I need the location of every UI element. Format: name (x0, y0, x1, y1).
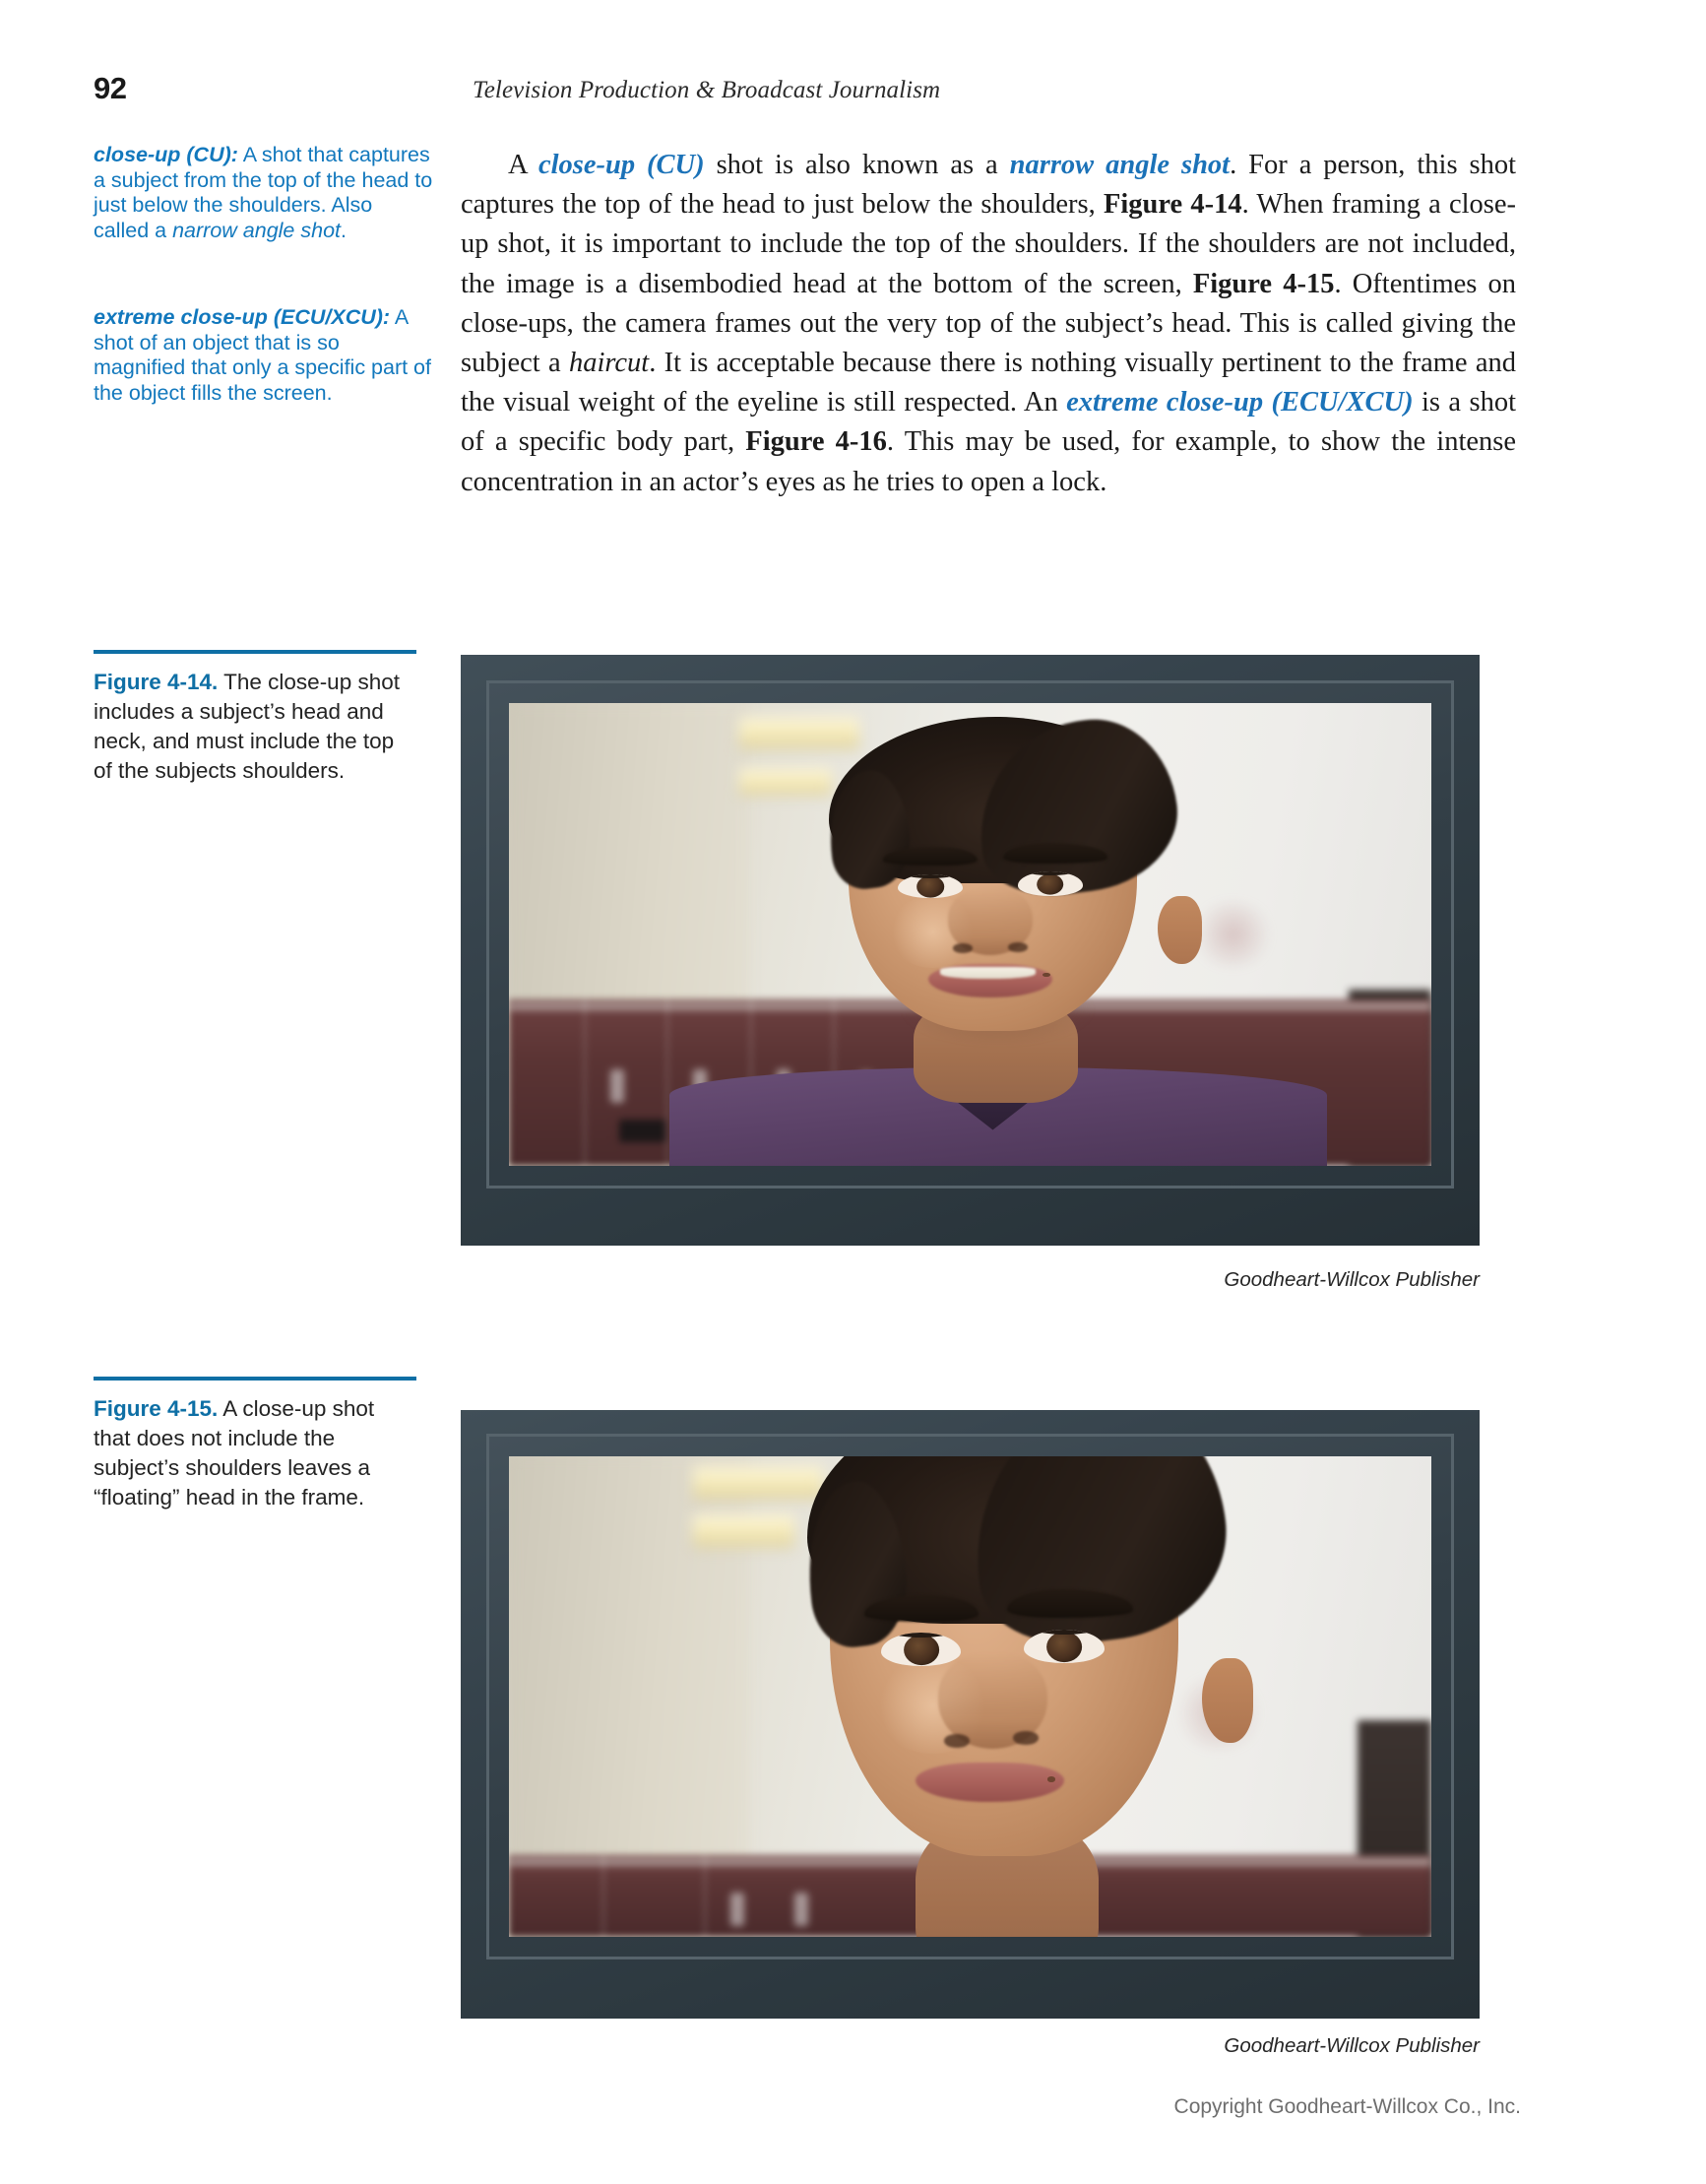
locker-handle (610, 1069, 624, 1103)
eye-right (1018, 871, 1083, 896)
nostril (1013, 1731, 1039, 1744)
photo-close-up-floating-head (509, 1456, 1431, 1937)
monitor-screen (509, 703, 1431, 1166)
eye-left (898, 874, 963, 899)
figure-4-15-caption-block (94, 1377, 416, 1512)
locker-divider (703, 1855, 707, 1937)
figure-number: Figure 4-15. (94, 1396, 219, 1421)
locker-vent (619, 1120, 665, 1143)
nostril (1008, 942, 1028, 952)
teeth (940, 967, 1035, 980)
body-paragraph (461, 146, 1516, 502)
iris (904, 1635, 939, 1665)
subject-ear (1202, 1658, 1253, 1743)
figure-4-15-image (461, 1410, 1480, 2019)
body-keyword: extreme close-up (ECU/XCU) (1066, 387, 1414, 418)
page-number: 92 (94, 71, 127, 105)
eyebrow-left (883, 847, 978, 866)
figure-reference: Figure 4-16 (745, 426, 887, 458)
definition-close-up (94, 143, 433, 243)
figure-caption-body: A close-up shot that does not include the subject’s shoulders leaves a “floating” head in the frame. (94, 1396, 375, 1510)
definition-extreme-close-up (94, 305, 433, 406)
subject-person (722, 1456, 1294, 1937)
running-head (94, 71, 1612, 116)
definition-body: A shot that captures a subject from the top of the head to just below the shoulders. Also called a (94, 143, 433, 242)
definition-alt-term: narrow angle shot (172, 218, 342, 242)
photo-close-up-with-shoulders (509, 703, 1431, 1166)
caption-rule (94, 1377, 416, 1381)
page-footer: Copyright Goodheart-Willcox Co., Inc. (1173, 2095, 1521, 2118)
definition-body-end: . (341, 218, 347, 242)
book-title: Television Production & Broadcast Journalism (473, 77, 941, 103)
figure-caption-text (94, 668, 416, 786)
figure-4-14-image (461, 655, 1480, 1246)
figure-4-14-credit: Goodheart-Willcox Publisher (1224, 1268, 1480, 1291)
figure-4-15-credit: Goodheart-Willcox Publisher (1224, 2034, 1480, 2057)
body-text-run: . This may be used, for example, to show the intense concentration in an actor’s eyes as he tries to open a lock. (461, 426, 1517, 497)
iris (916, 876, 944, 898)
television-monitor (461, 1410, 1480, 2019)
monitor-screen (509, 1456, 1431, 1937)
eye-left (881, 1633, 961, 1667)
iris (1037, 873, 1064, 895)
body-text-run: shot is also known as a (704, 150, 1010, 180)
body-text-run: A (508, 150, 538, 180)
body-text-run: is a shot of a specific body part, (461, 387, 1516, 458)
eye-right (1024, 1630, 1104, 1664)
subject-ear (1158, 896, 1203, 963)
subject-person (749, 717, 1247, 1166)
television-monitor (461, 655, 1480, 1246)
body-text-run: . For a person, this shot captures the top of the head to just below the shoulders, (461, 150, 1516, 221)
monitor-bezel (486, 1434, 1454, 1959)
margin-definitions-column (94, 143, 433, 406)
iris (1046, 1632, 1082, 1662)
body-text-run: . When framing a close-up shot, it is important to include the top of the shoulders. If the shoulders are not included, the image is a disembodied head at the bottom of the screen, (461, 189, 1516, 299)
body-text-run: . It is acceptable because there is nothing visually pertinent to the frame and the visual weight of the eyeline is still respected. An (461, 348, 1516, 418)
nostril (944, 1734, 970, 1747)
definition-term: close-up (CU): (94, 143, 238, 166)
body-text-column (461, 146, 1516, 502)
figure-reference: Figure 4-14 (1103, 189, 1242, 221)
figure-4-14-caption-block (94, 650, 416, 786)
monitor-bezel (486, 680, 1454, 1188)
body-text-run: . Oftentimes on close-ups, the camera frames out the very top of the subject’s head. This is called giving the subject a (461, 268, 1516, 379)
body-italic-term: haircut (568, 348, 650, 379)
figure-reference: Figure 4-15 (1192, 268, 1335, 299)
eyelid (898, 874, 963, 878)
body-keyword: close-up (CU) (537, 150, 705, 180)
figure-number: Figure 4-14. (94, 670, 219, 694)
definition-term: extreme close-up (ECU/XCU): (94, 305, 391, 329)
figure-caption-text (94, 1394, 416, 1512)
locker-divider (601, 1855, 605, 1937)
nostril (953, 943, 973, 953)
body-keyword: narrow angle shot (1009, 150, 1231, 180)
figure-caption-body: The close-up shot includes a subject’s head and neck, and must include the top of the subjects shoulders. (94, 670, 400, 783)
locker-divider (583, 999, 587, 1166)
definition-body: A shot of an object that is so magnified that only a specific part of the object fills the screen. (94, 305, 431, 405)
caption-rule (94, 650, 416, 654)
